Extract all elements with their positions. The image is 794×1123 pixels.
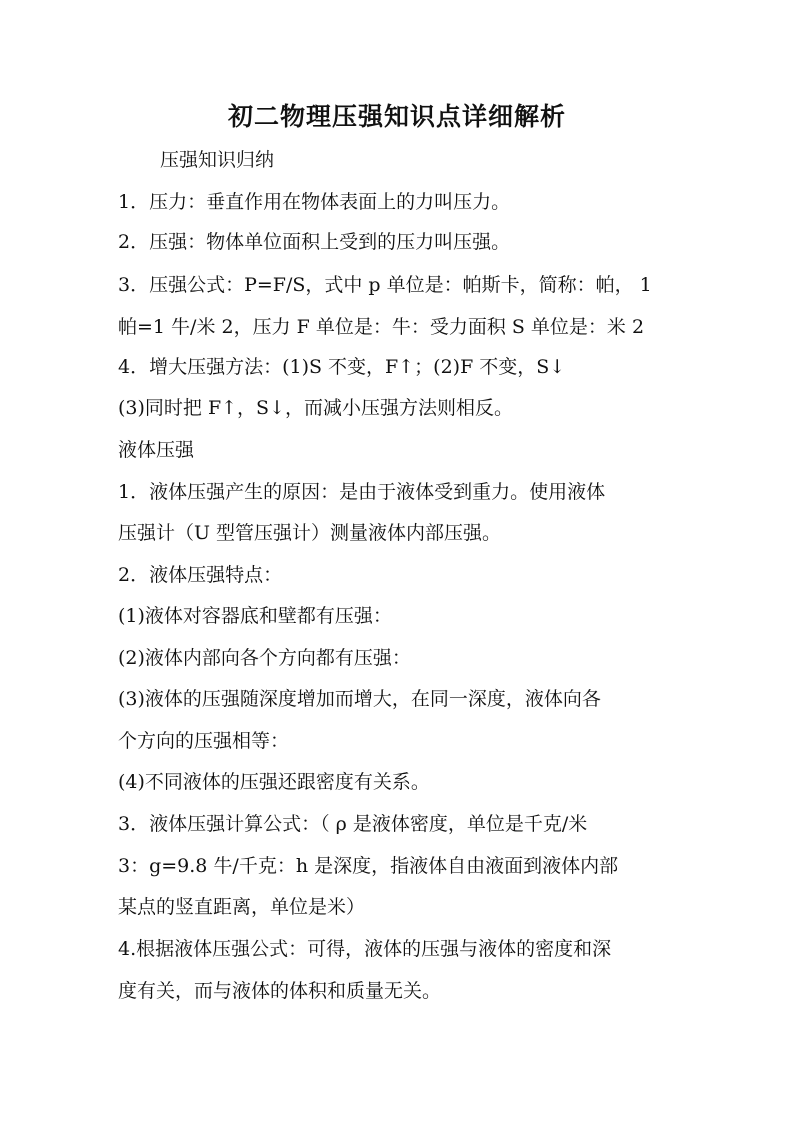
section-heading-liquid-pressure: 液体压强	[118, 439, 195, 461]
text-line-10: 2．液体压强特点：	[118, 564, 283, 586]
text-line-2: 2．压强：物体单位面积上受到的压力叫压强。	[118, 231, 511, 253]
text-line-19: 4.根据液体压强公式：可得，液体的压强与液体的密度和深	[118, 938, 612, 960]
text-line-3: 3．压强公式：P=F/S，式中 p 单位是：帕斯卡，简称：帕， 1	[118, 274, 652, 296]
text-line-9: 压强计（U 型管压强计）测量液体内部压强。	[118, 522, 502, 544]
text-line-6: (3)同时把 F↑，S↓，而减小压强方法则相反。	[118, 397, 513, 419]
text-line-13: (3)液体的压强随深度增加而增大，在同一深度，液体向各	[118, 688, 601, 710]
text-line-11: (1)液体对容器底和壁都有压强：	[118, 605, 392, 627]
text-line-5: 4．增大压强方法：(1)S 不变，F↑；(2)F 不变，S↓	[118, 356, 566, 378]
text-line-18: 某点的竖直距离，单位是米）	[118, 896, 366, 918]
text-line-14: 个方向的压强相等：	[118, 730, 290, 752]
text-line-4: 帕=1 牛/米 2，压力 F 单位是：牛：受力面积 S 单位是：米 2	[118, 316, 645, 338]
document-title: 初二物理压强知识点详细解析	[227, 102, 566, 131]
text-line-20: 度有关，而与液体的体积和质量无关。	[118, 980, 442, 1002]
text-line-1: 1．压力：垂直作用在物体表面上的力叫压力。	[118, 191, 511, 213]
text-line-16: 3．液体压强计算公式：（ ρ 是液体密度，单位是千克/米	[118, 813, 588, 835]
section-heading-pressure-summary: 压强知识归纳	[160, 149, 275, 171]
text-line-15: (4)不同液体的压强还跟密度有关系。	[118, 771, 430, 793]
text-line-12: (2)液体内部向各个方向都有压强：	[118, 647, 411, 669]
text-line-8: 1．液体压强产生的原因：是由于液体受到重力。使用液体	[118, 481, 606, 503]
text-line-17: 3：g=9.8 牛/千克：h 是深度，指液体自由液面到液体内部	[118, 855, 619, 877]
